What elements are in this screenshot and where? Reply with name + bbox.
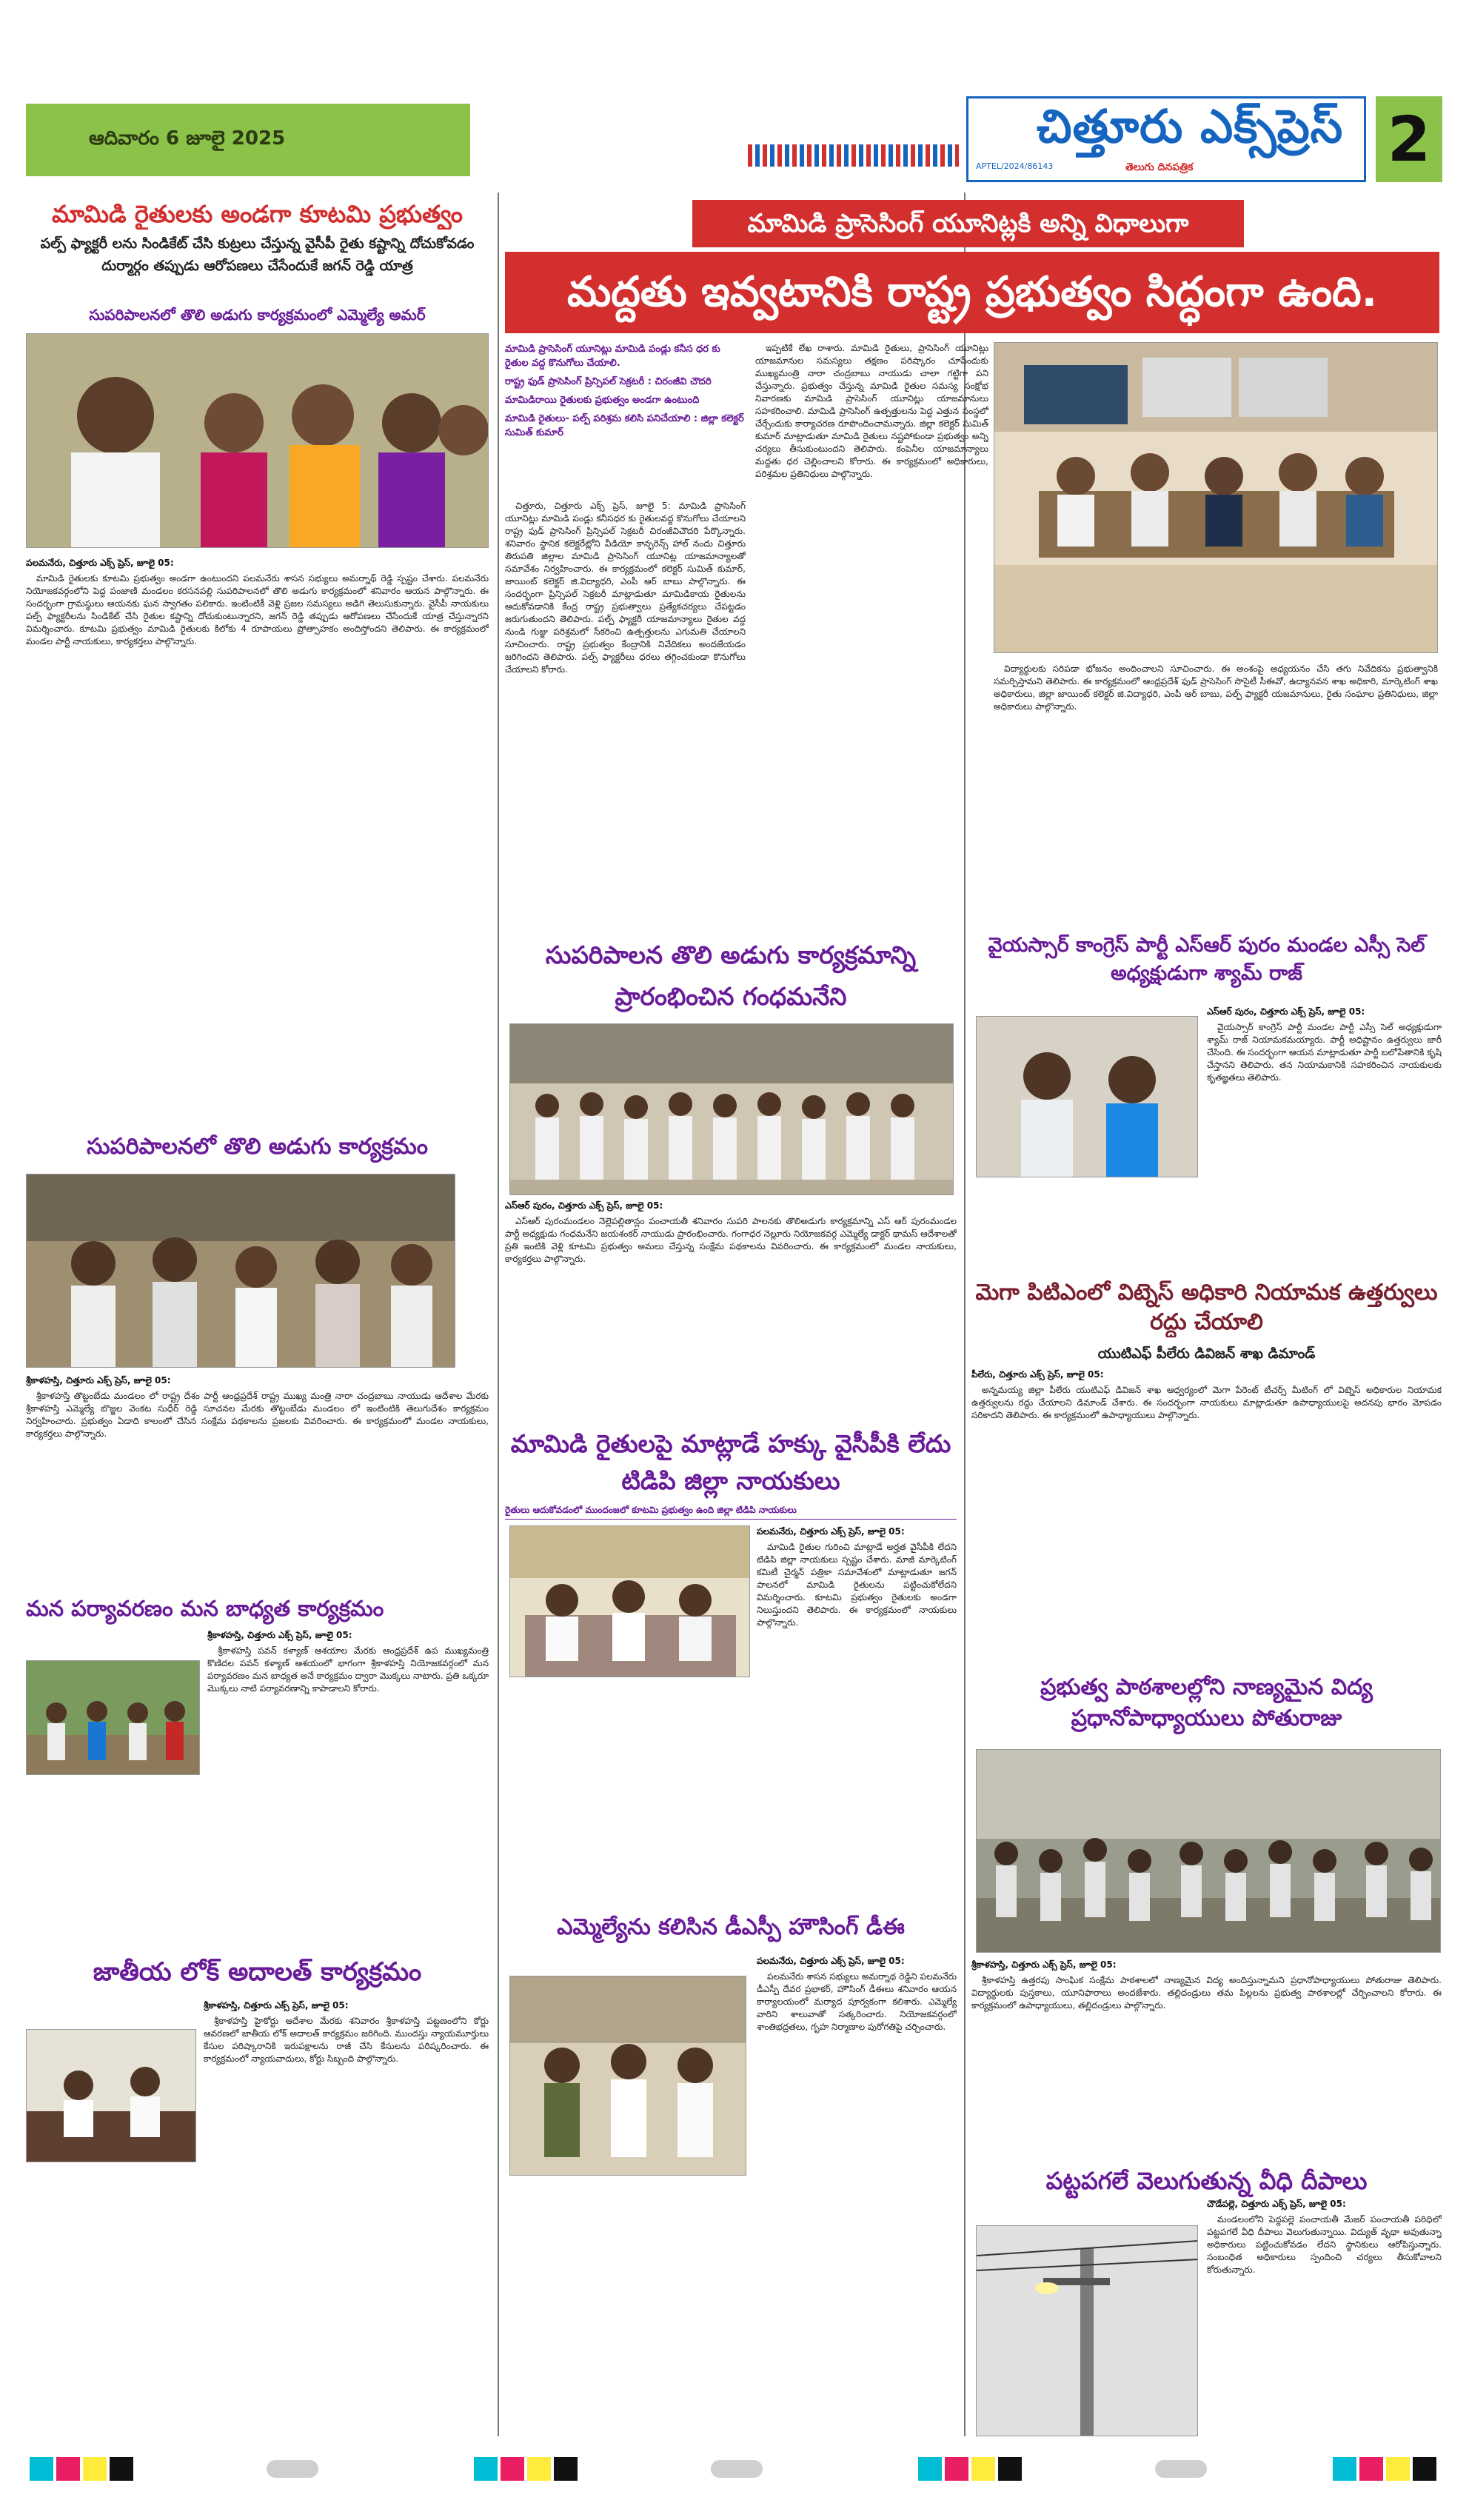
lead-body-3: విద్యార్థులకు సరిపడా భోజనం అందించాలని సూచించారు. ఈ అంశంపై అధ్యయనం చేసి తగు నివేదికను ప్రభుత్వానికి సమర్పిస్తామని తెలిపారు. ఈ కార్యక్రమంలో ఆంధ్రప్రదేశ్ ఫుడ్ ప్రాసెసింగ్ సొసైటీ సీఈవో, ఉద్యానవన శాఖ అధికారి, మార్కెటింగ్ శాఖ అధికారులు, జిల్లా జాయింట్ కలెక్టర్ జి.విద్యాధరి, ఎంపీ ఆర్ బాబు, పల్ప్ ఫ్యాక్టరీ యజమానులు, రైతు సంఘాల ప్రతినిధులు, జిల్లా అధికారులు పాల్గొన్నారు. (994, 664, 1438, 712)
lead-photo (994, 342, 1438, 653)
lead-subhead: మామిడిరాయి రైతులకు ప్రభుత్వం అండగా ఉంటుంది (505, 395, 700, 406)
footer-color-bar (0, 2457, 1469, 2494)
right-a3-photo (976, 1749, 1441, 1953)
left-a2-body: శ్రీకాళహస్తి, చిత్తూరు ఎక్స్ ప్రెస్, జూలై 05: శ్రీకాళహస్తి తొట్టంబేడు మండలం లో రాష్ట్ర దేశం పార్టీ ఆంధ్రప్రదేశ్ రాష్ట్ర ముఖ్య మంత్రి నారా చంద్రబాబు నాయుడు ఆదేశాల మేరకు శ్రీకాళహస్తి ఎమ్మెల్యే బొజ్జల వెంకట సుధీర్ రెడ్డి సూచనల మేరకు తొట్టంబేడు మండలం లో ఇంటింటికి తెలుగుదేశం కార్యక్రమం నిర్వహించారు. ప్రభుత్వం ఏడాది కాలంలో చేసిన సంక్షేమ పథకాలను ప్రజలకు వివరించారు. ఈ కార్యక్రమంలో మండల నాయకులు, కార్యకర్తలు పాల్గొన్నారు. (26, 1375, 489, 1439)
center-a3-body: పలమనేరు, చిత్తూరు ఎక్స్ ప్రెస్, జూలై 05: పలమనేరు శాసన సభ్యులు అమర్నాథ రెడ్డిని పలమనేరు డీఎస్పీ దేవర ప్రభాకర్, హౌసింగ్ డీఈలు శనివారం ఆయన కార్యాలయంలో మర్యాద పూర్వకంగా కలిశారు. ఎమ్మెల్యే వారిని శాలువాతో సత్కరించారు. నియోజకవర్గంలో శాంతిభద్రతలు, గృహ నిర్మాణాల పురోగతిపై చర్చించారు. (757, 1956, 957, 2032)
center-a2-body: పలమనేరు, చిత్తూరు ఎక్స్ ప్రెస్, జూలై 05: మామిడి రైతుల గురించి మాట్లాడే అర్హత వైసీపీకి లేదని టిడిపి జిల్లా నాయకులు స్పష్టం చేశారు. మాజీ మార్కెటింగ్ కమిటీ చైర్మన్ పత్రికా సమావేశంలో మాట్లాడుతూ జగన్ పాలనలో మామిడి రైతులను పట్టించుకోలేదని విమర్శించారు. కూటమి ప్రభుత్వం రైతులకు అండగా నిలుస్తుందని తెలిపారు. ఈ కార్యక్రమంలో నాయకులు పాల్గొన్నారు. (757, 1526, 957, 1628)
right-a2-body: పీలేరు, చిత్తూరు ఎక్స్ ప్రెస్, జూలై 05: అన్నమయ్య జిల్లా పీలేరు యుటిఎఫ్ డివిజన్ శాఖ ఆధ్వర్యంలో మెగా పేరెంట్ టీచర్స్ మీటింగ్ లో విట్నెస్ అధికారుల నియామక ఉత్తర్వులను రద్దు చేయాలని డిమాండ్ చేశారు. ఈ సందర్భంగా నాయకులు మాట్లాడుతూ ఉపాధ్యాయులపై అదనపు భారం మోపడం సరికాదని తెలిపారు. ఈ కార్యక్రమంలో ఉపాధ్యాయులు పాల్గొన్నారు. (971, 1369, 1442, 1420)
left-a2-photo (26, 1174, 455, 1368)
right-a2-byline: పీలేరు, చిత్తూరు ఎక్స్ ప్రెస్, జూలై 05: (971, 1369, 1104, 1380)
center-a1-photo (509, 1023, 954, 1195)
center-a1-byline: ఎస్ఆర్ పురం, చిత్తూరు ఎక్స్ ప్రెస్, జూలై 05: (505, 1200, 663, 1211)
header-date: ఆదివారం 6 జూలై 2025 (89, 127, 286, 150)
right-a4-headline: పట్టపగలే వెలుగుతున్న వీధి దీపాలు (1045, 2167, 1368, 2195)
right-a1-body: ఎస్ఆర్ పురం, చిత్తూరు ఎక్స్ ప్రెస్, జూలై 05: వైయస్సార్ కాంగ్రెస్ పార్టీ మండల పార్టీ ఎస్సీ సెల్ అధ్యక్షుడుగా శ్యామ్ రాజ్ నియామకమయ్యారు. పార్టీ అధిష్టానం ఉత్తర్వులు జారీ చేసింది. ఈ సందర్భంగా ఆయన మాట్లాడుతూ పార్టీ బలోపేతానికి కృషి చేస్తానని తెలిపారు. తన నియామకానికి సహకరించిన నాయకులకు కృతజ్ఞతలు తెలిపారు. (1207, 1006, 1442, 1083)
left-a3-body: శ్రీకాళహస్తి, చిత్తూరు ఎక్స్ ప్రెస్, జూలై 05: శ్రీకాళహస్తి పవన్ కళ్యాణ్ ఆశయాల మేరకు ఆంధ్రప్రదేశ్ ఉప ముఖ్యమంత్రి కొణిదల పవన్ కళ్యాణ్ ఆశయంలో భాగంగా శ్రీకాళహస్తి నియోజకవర్గంలో మన పర్యావరణం మన బాధ్యత అనే కార్యక్రమం ద్వారా మొక్కలు నాటారు. ప్రతి ఒక్కరూ మొక్కలు నాటి పర్యావరణాన్ని కాపాడాలని కోరారు. (207, 1630, 489, 1694)
right-a3-byline: శ్రీకాళహస్తి, చిత్తూరు ఎక్స్ ప్రెస్, జూలై 05: (971, 1959, 1117, 1970)
center-a3-headline: ఎమ్మెల్యేను కలిసిన డీఎస్పీ హౌసింగ్ డీఈ (557, 1914, 905, 1940)
lead-subhead: రాష్ట్ర ఫుడ్ ప్రాసెసింగ్ ప్రిన్సిపల్ సెక్రటరీ : చిరంజీవి చౌదరి (505, 376, 712, 387)
center-a3-byline: పలమనేరు, చిత్తూరు ఎక్స్ ప్రెస్, జూలై 05: (757, 1956, 905, 1966)
left-a2-byline: శ్రీకాళహస్తి, చిత్తూరు ఎక్స్ ప్రెస్, జూలై 05: (26, 1375, 171, 1386)
left-a1-sub2: సుపరిపాలనలో తొలి అడుగు కార్యక్రమంలో ఎమ్మెల్యే అమర్ (89, 306, 426, 324)
right-a4-byline: చౌడేపల్లె, చిత్తూరు ఎక్స్ ప్రెస్, జూలై 05: (1207, 2199, 1346, 2209)
center-a1-headline: సుపరిపాలన తొలి అడుగు కార్యక్రమాన్ని ప్రారంభించిన గంధమనేని (545, 940, 917, 1011)
lead-headline: మద్దతు ఇవ్వటానికి రాష్ట్ర ప్రభుత్వం సిద్ధంగా ఉంది. (505, 252, 1439, 333)
left-a1-body: పలమనేరు, చిత్తూరు ఎక్స్ ప్రెస్, జూలై 05: మామిడి రైతులకు కూటమి ప్రభుత్వం అండగా ఉంటుందని పలమనేరు శాసన సభ్యులు అమర్నాథ్ రెడ్డి స్పష్టం చేశారు. పలమనేరు నియోజకవర్గంలోని పెద్ద పంజాణి మండలం కరసనపల్లి సుపరిపాలనలో తొలి అడుగు కార్యక్రమంలో శనివారం ఆయన పాల్గొన్నారు. ఈ సందర్భంగా గ్రామస్థులు ఆయనకు ఘన స్వాగతం పలికారు. ఇంటింటికీ వెళ్లి ప్రజల సమస్యలు అడిగి తెలుసుకున్నారు. వైసీపీ నాయకులు పల్ప్ ఫ్యాక్టరీలను సిండికేట్ చేసి రైతుల కష్టాన్ని దోచుకుంటున్నారని, జగన్ రెడ్డి తప్పుడు ఆరోపణలు చేసేందుకే యాత్ర చేస్తున్నారని విమర్శించారు. కూటమి ప్రభుత్వం మామిడి రైతులకు కిలోకు 4 రూపాయలు ప్రోత్సాహకం అందిస్తోందని తెలిపారు. ఈ కార్యక్రమంలో మండల పార్టీ నాయకులు, కార్యకర్తలు పాల్గొన్నారు. (26, 558, 489, 646)
lead-body-2: ఇప్పటికే లేఖ రాశారు. మామిడి రైతులు, ప్రాసెసింగ్ యూనిట్లు యాజమానుల సమస్యలు తక్షణం పరిష్కారం చూపేందుకు ముఖ్యమంత్రి నారా చంద్రబాబు నాయుడు చాలా గట్టిగా పని చేస్తున్నారు. ప్రభుత్వం చేస్తున్న మామిడి రైతుల సమస్య సంక్షోభ నివారణకు మామిడి ప్రాసెసింగ్ యూనిట్లు యాజమానులు సహకరించాలి. మామిడి ప్రాసెసింగ్ ఉత్పత్తులను పెద్ద ఎత్తున సంస్థలో చేర్చేందుకు కార్యాచరణ రూపొందించామన్నారు. జిల్లా కలెక్టర్ సుమిత్ కుమార్ మాట్లాడుతూ మామిడి రైతులు నష్టపోకుండా ప్రభుత్వం అన్ని చర్యలు తీసుకుంటుందని తెలిపారు. కంపెనీల యాజమాన్యాలు మద్దతు ధర చెల్లించాలని కోరారు. ఈ కార్యక్రమంలో అధికారులు, పరిశ్రమల ప్రతినిధులు పాల్గొన్నారు. (755, 343, 988, 479)
masthead-title: చిత్తూరు ఎక్స్‌ప్రెస్ (1037, 99, 1344, 153)
masthead-tag: తెలుగు దినపత్రిక (1125, 161, 1194, 173)
masthead-reg: APTEL/2024/86143 (976, 161, 1054, 171)
right-a1-headline: వైయస్సార్ కాంగ్రెస్ పార్టీ ఎస్ఆర్ పురం మండల ఎస్సీ సెల్ అధ్యక్షుడుగా శ్యామ్ రాజ్ (988, 934, 1425, 985)
left-a1-sub: పల్ప్ ఫ్యాక్టరీ లను సిండికేట్ చేసి కుట్రలు చేస్తున్న వైసీపీ రైతు కష్టాన్ని దోచుకోవడం దుర్మార్గం తప్పుడు ఆరోపణలు చేసేందుకే జగన్ రెడ్డి యాత్ర (40, 235, 475, 274)
lead-kicker: మామిడి ప్రాసెసింగ్ యూనిట్లకి అన్ని విధాలుగా (692, 200, 1244, 247)
center-a2-headline: మామిడి రైతులపై మాట్లాడే హక్కు వైసీపీకి లేదు టిడిపి జిల్లా నాయకులు (510, 1429, 951, 1495)
lead-body-1: చిత్తూరు, చిత్తూరు ఎక్స్ ప్రెస్, జూలై 5: మామిడి ప్రాసెసింగ్ యూనిట్లు మామిడి పండ్లు కనీసధర కు రైతులవద్ద కొనుగోలు చేయాలని రాష్ట్ర ఫుడ్ ప్రాసెసింగ్ ప్రిన్సిపల్ సెక్రటరీ చిరంజీవిచౌదరి పేర్కొన్నారు. శనివారం స్థానిక కలెక్టరేట్లోని వీడియో కాన్ఫరెన్స్ హాల్ నందు చిత్తూరు తిరుపతి జిల్లాల మామిడి ప్రాసెసింగ్ యూనిట్ల యాజమాన్యాలతో సమావేశం నిర్వహించారు. ఈ కార్యక్రమంలో కలెక్టర్ సుమిత్ కుమార్, జాయింట్ కలెక్టర్ జి.విద్యాధరి, ఎంపీ ఆర్ బాబు పాల్గొన్నారు. ఈ సందర్భంగా ప్రిన్సిపల్ సెక్రటరీ మాట్లాడుతూ మామిడికాయ రైతులను ఆదుకోవడానికి కేంద్ర రాష్ట్ర ప్రభుత్వాలు ప్రత్యేకచర్యలు చేపట్టడం జరుగుతుందని తెలిపారు. పల్ప్ ఫ్యాక్టరీ యాజమాన్యాలు రైతుల వద్ద నుండి గుజ్జు పరిశ్రమలో సేకరించి ఉత్పత్తులను ఎగుమతి చేయాలని సూచించారు. రాష్ట్ర ప్రభుత్వం కేంద్రానికి నివేదికలు అందజేయడం జరిగిందని తెలిపారు. పల్ప్ ఫ్యాక్టరీలు ధరలు తగ్గించకుండా కొనుగోలు చేయాలని కోరారు. (505, 501, 746, 675)
center-a2-sub: రైతులు ఆదుకోవడంలో ముందంజలో కూటమి ప్రభుత్వం ఉంది జిల్లా టిడిపి నాయకులు (505, 1505, 957, 1520)
left-a1-headline: మామిడి రైతులకు అండగా కూటమి ప్రభుత్వం (52, 200, 463, 228)
left-a3-byline: శ్రీకాళహస్తి, చిత్తూరు ఎక్స్ ప్రెస్, జూలై 05: (207, 1630, 352, 1640)
page-number: 2 (1387, 103, 1431, 176)
header-stripes (748, 144, 959, 167)
lead-subhead: మామిడి ప్రాసెసింగ్ యూనిట్లు మామిడి పండ్లు కనీస ధర కు రైతుల వద్ద కొనుగోలు చేయాలి. (505, 344, 720, 369)
lead-subhead: మామిడి రైతులు- పల్ప్ పరిశ్రమ కలిసి పనిచేయాలి : జిల్లా కలెక్టర్ సుమిత్ కుమార్ (505, 413, 744, 438)
center-a1-body: ఎస్ఆర్ పురం, చిత్తూరు ఎక్స్ ప్రెస్, జూలై 05: ఎస్ఆర్ పురంమండలం నెల్లెపల్లితాన్లం పంచాయతీ శనివారం సుపరి పాలనకు తొలిఅడుగు కార్యక్రమాన్ని ఎస్ ఆర్ పురంమండల పార్టీ అధ్యక్షుడు గంధమనేని జయశంకర్ నాయుడు ప్రారంభించారు. గంగాధర నెల్లూరు నియోజకవర్గ ఎమ్మెల్యే డాక్టర్ థామస్ ఆదేశాలతో ప్రతి ఇంటికి వెళ్లి కూటమి ప్రభుత్వం అమలు చేస్తున్న సంక్షేమ పథకాలను వివరించారు. ఈ కార్యక్రమంలో మండల నాయకులు, కార్యకర్తలు పాల్గొన్నారు. (505, 1200, 957, 1264)
left-a3-headline: మన పర్యావరణం మన బాధ్యత కార్యక్రమం (26, 1596, 384, 1621)
right-a3-body: శ్రీకాళహస్తి, చిత్తూరు ఎక్స్ ప్రెస్, జూలై 05: శ్రీకాళహస్తి ఉత్తరపు సాంఘిక సంక్షేమ పాఠశాలలో నాణ్యమైన విద్య అందిస్తున్నామని ప్రధానోపాధ్యాయులు పోతురాజు తెలిపారు. విద్యార్థులకు పుస్తకాలు, యూనిఫారాలు అందజేశారు. తల్లిదండ్రులు తమ పిల్లలను ప్రభుత్వ పాఠశాలల్లో చేర్పించాలని కోరారు. ఈ కార్యక్రమంలో ఉపాధ్యాయులు, తల్లిదండ్రులు పాల్గొన్నారు. (971, 1959, 1442, 2011)
left-a4-body: శ్రీకాళహస్తి, చిత్తూరు ఎక్స్ ప్రెస్, జూలై 05: శ్రీకాళహస్తి హైకోర్టు ఆదేశాల మేరకు శనివారం శ్రీకాళహస్తి పట్టణంలోని కోర్టు ఆవరణలో జాతీయ లోక్ అదాలత్ కార్యక్రమం జరిగింది. ముందస్తు న్యాయమూర్తులు కేసుల పరిష్కారానికి ఇరుపక్షాలను రాజీ చేసి కేసులను పరిష్కరించారు. ఈ కార్యక్రమంలో న్యాయవాదులు, కోర్టు సిబ్బంది పాల్గొన్నారు. (204, 2000, 489, 2064)
center-a2-byline: పలమనేరు, చిత్తూరు ఎక్స్ ప్రెస్, జూలై 05: (757, 1526, 905, 1537)
left-a2-headline: సుపరిపాలనలో తొలి అడుగు కార్యక్రమం (87, 1134, 428, 1160)
right-a2-sub: యుటిఎఫ్ పీలేరు డివిజన్ శాఖ డిమాండ్ (1097, 1346, 1316, 1362)
right-a1-byline: ఎస్ఆర్ పురం, చిత్తూరు ఎక్స్ ప్రెస్, జూలై 05: (1207, 1006, 1365, 1017)
right-a4-body: చౌడేపల్లె, చిత్తూరు ఎక్స్ ప్రెస్, జూలై 05: మండలంలోని పెద్దపల్లె పంచాయతీ మేజర్ పంచాయతీ పరిధిలో పట్టపగలే వీధి దీపాలు వెలుగుతున్నాయి. విద్యుత్ వృథా అవుతున్నా అధికారులు పట్టించుకోవడం లేదని స్థానికులు ఆరోపిస్తున్నారు. సంబంధిత అధికారులు స్పందించి చర్యలు తీసుకోవాలని కోరుతున్నారు. (1207, 2199, 1442, 2275)
column-rule (498, 193, 499, 2436)
right-a3-headline: ప్రభుత్వ పాఠశాలల్లోని నాణ్యమైన విద్య ప్రధానోపాధ్యాయులు పోతురాజు (1040, 1674, 1373, 1731)
left-a3-photo (26, 1660, 200, 1775)
left-a4-byline: శ్రీకాళహస్తి, చిత్తూరు ఎక్స్ ప్రెస్, జూలై 05: (204, 2000, 349, 2011)
left-a4-headline: జాతీయ లోక్ అదాలత్ కార్యక్రమం (93, 1957, 422, 1987)
lead-subheads (505, 342, 746, 494)
right-a2-headline: మెగా పిటిఎంలో విట్నెస్ అధికారి నియామక ఉత్తర్వులు రద్దు చేయాలి (975, 1280, 1438, 1335)
left-a1-byline: పలమనేరు, చిత్తూరు ఎక్స్ ప్రెస్, జూలై 05: (26, 558, 174, 568)
left-a1-photo (26, 333, 489, 548)
